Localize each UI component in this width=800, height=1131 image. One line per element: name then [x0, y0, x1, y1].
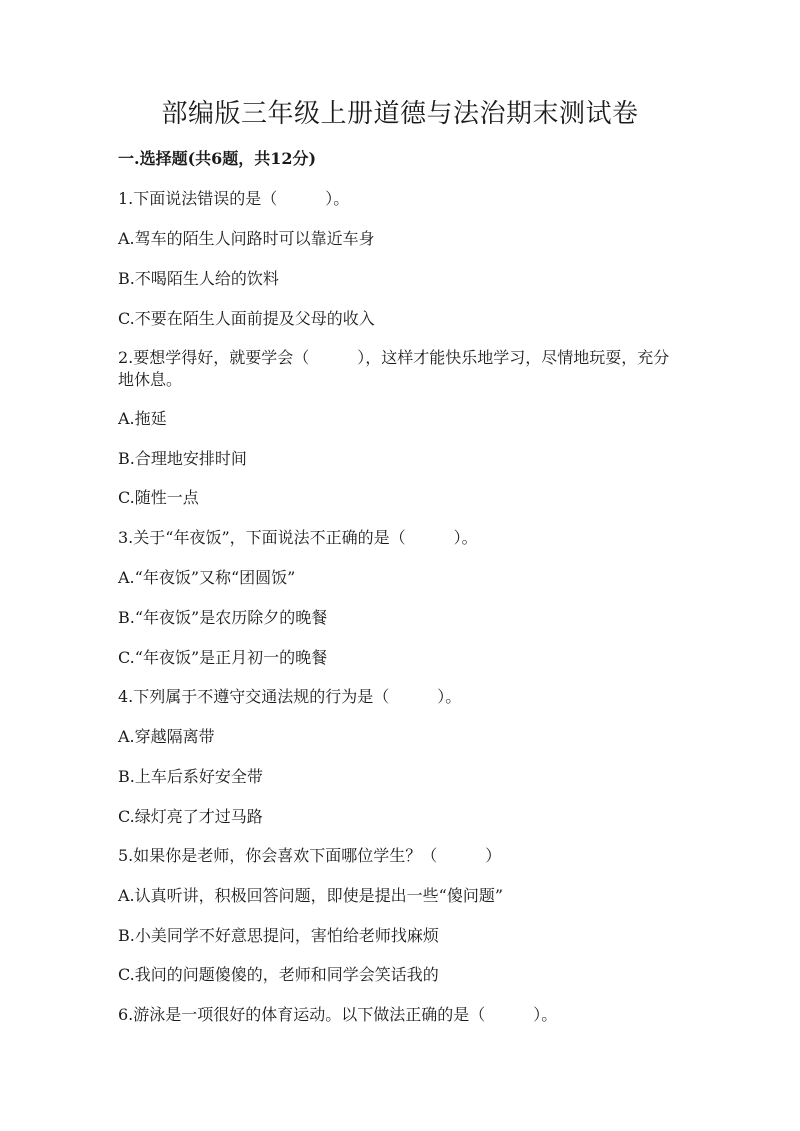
- section-heading: 一.选择题(共6题，共12分): [118, 149, 317, 168]
- question-3-option-b: B.“年夜饭”是农历除夕的晚餐: [118, 608, 328, 627]
- question-2-option-c: C.随性一点: [118, 488, 199, 507]
- question-4-option-b: B.上车后系好安全带: [118, 767, 263, 786]
- question-2-option-b: B.合理地安排时间: [118, 449, 247, 468]
- question-5-option-a: A.认真听讲，积极回答问题，即使是提出一些“傻问题”: [118, 886, 504, 905]
- question-1-option-c: C.不要在陌生人面前提及父母的收入: [118, 309, 375, 328]
- exam-title: 部编版三年级上册道德与法治期末测试卷: [161, 99, 639, 129]
- question-stem-4: 4.下列属于不遵守交通法规的行为是（ ）。: [118, 687, 462, 706]
- question-stem-5: 5.如果你是老师，你会喜欢下面哪位学生？（ ）: [118, 846, 502, 865]
- question-3-option-c: C.“年夜饭”是正月初一的晚餐: [118, 648, 328, 667]
- question-2-option-a: A.拖延: [118, 409, 167, 428]
- question-stem-2: 2.要想学得好，就要学会（ ），这样才能快乐地学习，尽情地玩耍，充分地休息。: [118, 348, 670, 389]
- question-1-option-a: A.驾车的陌生人问路时可以靠近车身: [118, 229, 375, 248]
- question-1-option-b: B.不喝陌生人给的饮料: [118, 269, 279, 288]
- question-5-option-c: C.我问的问题傻傻的，老师和同学会笑话我的: [118, 965, 439, 984]
- question-stem-1: 1.下面说法错误的是（ ）。: [118, 189, 350, 208]
- question-4-option-c: C.绿灯亮了才过马路: [118, 807, 263, 826]
- question-3-option-a: A.“年夜饭”又称“团圆饭”: [118, 568, 296, 587]
- question-5-option-b: B.小美同学不好意思提问，害怕给老师找麻烦: [118, 926, 439, 945]
- question-stem-6: 6.游泳是一项很好的体育运动。以下做法正确的是（ ）。: [118, 1005, 558, 1024]
- question-4-option-a: A.穿越隔离带: [118, 727, 215, 746]
- question-stem-3: 3.关于“年夜饭”，下面说法不正确的是（ ）。: [118, 528, 478, 547]
